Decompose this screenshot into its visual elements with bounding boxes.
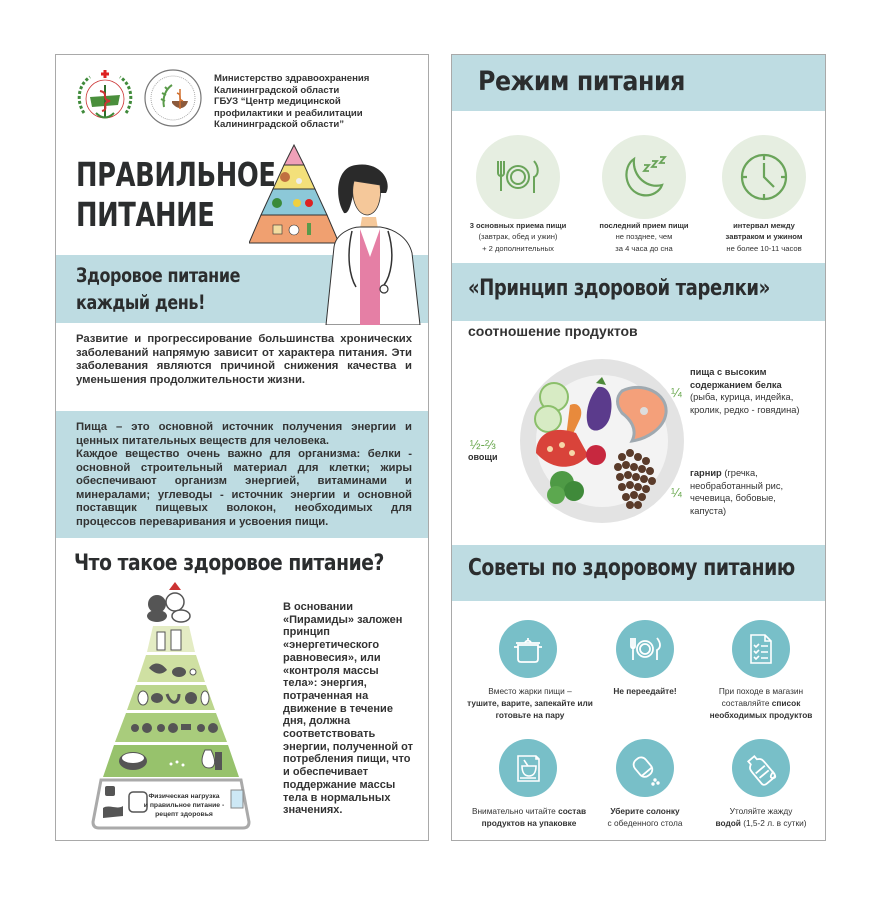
garnish-title: гарнир <box>690 468 722 478</box>
subtitle-line: каждый день! <box>76 291 205 314</box>
sweets-fastfood-icon <box>147 582 190 622</box>
clock-icon <box>722 135 806 219</box>
caption-line: рецепт здоровья <box>155 811 213 818</box>
food-energy-paragraph: Пища – это основной источник получения энергии и ценных питательных веществ для человека. <box>76 421 412 447</box>
tip-caption-shopping-list <box>698 685 824 721</box>
ratio-subtitle: соотношение продуктов <box>468 323 638 339</box>
caption-line: 3 основных приема пищи <box>469 221 567 230</box>
note-line: пища с высоким <box>690 367 767 377</box>
org-line: ГБУЗ “Центр медицинской <box>214 96 341 107</box>
section-heading-healthy-eating: Что такое здоровое питание? <box>74 551 384 576</box>
note-line: капуста) <box>690 506 727 517</box>
caption-line: не позднее, чем <box>615 232 673 242</box>
tip-emphasis: состав продуктов на упаковке <box>481 806 587 828</box>
vegetables-text: овощи <box>468 452 498 462</box>
intro-paragraph: Развитие и прогрессирование большинства хронических заболеваний напрямую зависит от характера питания. Эти заболевания являются причиной снижения качества и уменьшения продолжительности жизни. <box>76 333 412 386</box>
note-line: кролик, редко - говядина) <box>690 405 800 416</box>
water-bottle-icon <box>732 739 790 797</box>
tip-emphasis: тушите, варите, запекайте или готовьте на пару <box>467 698 593 720</box>
regime-caption-interval <box>701 220 826 254</box>
healthy-plate-illustration <box>518 357 686 525</box>
caption-line: + 2 дополнительных <box>482 243 554 253</box>
note-line: содержанием белка <box>690 379 782 390</box>
tip-text: При походе в магазин составляйте <box>718 686 804 708</box>
org-line: Министерство здравоохранения <box>214 73 370 84</box>
caption-line: последний прием пищи <box>599 221 689 230</box>
plate-cutlery-icon <box>476 135 560 219</box>
note-line: чечевица, бобовые, <box>690 493 776 504</box>
tip-text: Вместо жарки пищи – <box>488 686 572 696</box>
package-icon <box>499 739 557 797</box>
tip-text: с обеденного стола <box>607 818 683 828</box>
tip-emphasis: Не переедайте! <box>613 686 677 696</box>
subtitle <box>76 262 240 316</box>
tip-caption-water <box>698 805 824 829</box>
section-heading-regime: Режим питания <box>478 66 685 97</box>
plate-cutlery-icon <box>616 620 674 678</box>
tip-text: Внимательно читайте <box>471 806 559 816</box>
pot-icon <box>499 620 557 678</box>
tip-text: Утоляйте жажду <box>729 806 793 816</box>
tip-caption-salt <box>582 805 708 829</box>
tip-text: (1,5-2 л. в сутки) <box>740 818 807 828</box>
note-line: (рыба, курица, индейка, <box>690 392 794 403</box>
health-center-logo <box>142 67 204 129</box>
garnish-label <box>690 467 783 518</box>
ministry-emblem-logo <box>74 67 136 129</box>
org-line: профилактики и реабилитации <box>214 107 363 119</box>
regime-caption-meals <box>455 220 581 254</box>
leaflet-right-page <box>451 54 826 841</box>
page-title <box>76 155 276 235</box>
tip-caption-cooking <box>467 685 593 721</box>
section-heading-tips: Советы по здоровому питанию <box>468 555 795 581</box>
caption-line: завтраком и ужином <box>725 232 803 242</box>
note-line: необработанный рис, <box>690 480 784 491</box>
title-line: ПРАВИЛЬНОЕ <box>76 155 276 194</box>
org-line: Калининградской области” <box>214 119 345 130</box>
protein-fraction: ¼ <box>671 385 682 400</box>
leaflet-left-page <box>55 54 429 841</box>
caption-line: (завтрак, обед и ужин) <box>478 232 558 242</box>
pyramid-explanation: В основании «Пирамиды» заложен принцип «энергетического равновесия», или «контроля массы тела»: энергия, потраченная на движение в течение дня, должна соответствовать энергии, полученной от потребления пищи, что и обеспечивает поддержание массы тела в нормальных значениях. <box>283 601 413 817</box>
salt-shaker-icon <box>616 739 674 797</box>
org-line: Калининградской области <box>214 84 340 96</box>
vegetables-label <box>468 437 498 462</box>
pyramid-base-caption <box>141 792 227 819</box>
checklist-icon <box>732 620 790 678</box>
tip-emphasis: водой <box>715 818 741 828</box>
note-line: (гречка, <box>721 468 758 478</box>
subtitle-line: Здоровое питание <box>76 264 241 287</box>
tip-emphasis: Уберите солонку <box>610 806 680 816</box>
caption-line: за 4 часа до сна <box>615 243 673 253</box>
caption-line: интервал между <box>733 221 795 230</box>
organization-name <box>214 73 369 131</box>
protein-label <box>690 366 799 417</box>
nutrients-paragraph: Каждое вещество очень важно для организма: белки - основной строительный материал для клетки; жиры обеспечивают организм энергией, витаминами и минералами; углеводы - источник энергии и основной поставщик пищевых волокон, необходимых для процессов переваривания и усвоения пищи. <box>76 448 412 528</box>
tip-emphasis: список необходимых продуктов <box>709 698 813 720</box>
garnish-fraction: ¼ <box>671 485 682 500</box>
doctor-illustration <box>316 157 426 325</box>
caption-line: Физическая нагрузка <box>148 793 220 800</box>
title-line: ПИТАНИЕ <box>76 195 215 234</box>
caption-line: не более 10-11 часов <box>726 243 802 253</box>
section-heading-plate: «Принцип здоровой тарелки» <box>468 276 770 301</box>
vegetables-fraction: ½-⅔ <box>469 437 496 452</box>
regime-caption-last-meal <box>581 220 707 254</box>
tip-caption-overeating <box>582 685 708 697</box>
moon-sleep-icon <box>602 135 686 219</box>
caption-line: и правильное питание - <box>143 802 225 809</box>
